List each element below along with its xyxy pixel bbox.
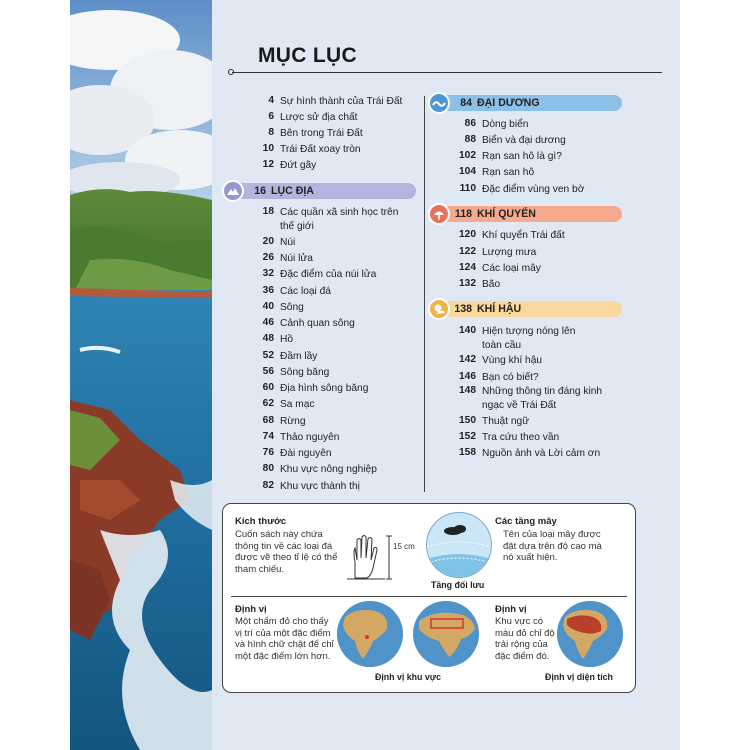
section-khi-hau[interactable]: 138 KHÍ HẬU bbox=[432, 301, 622, 317]
coastline-photo-image bbox=[70, 0, 212, 750]
point-locator-globe bbox=[337, 601, 403, 667]
locate-heading: Định vị bbox=[235, 604, 267, 615]
toc-entry[interactable]: 26 Núi lửa bbox=[262, 252, 313, 264]
toc-entry[interactable]: 158 Nguồn ảnh và Lời cảm ơn bbox=[459, 447, 601, 459]
cloud-heading: Các tầng mây bbox=[495, 516, 557, 527]
toc-entry[interactable]: 76 Đài nguyên bbox=[262, 447, 332, 459]
size-text: Cuốn sách này chứa thông tin về các loại đá được vẽ theo tỉ lệ có thể tham chiếu. bbox=[235, 529, 338, 575]
locate-caption: Định vị khu vực bbox=[375, 672, 442, 682]
toc-entry[interactable]: 62 Sa mạc bbox=[262, 398, 315, 410]
size-measure: 15 cm bbox=[393, 542, 415, 551]
toc-entry[interactable]: 74 Thảo nguyên bbox=[262, 431, 340, 443]
toc-entry[interactable]: 8 Bên trong Trái Đất bbox=[268, 127, 363, 139]
book-page bbox=[70, 0, 680, 750]
toc-entry[interactable]: 4 Sự hình thành của Trái Đất bbox=[268, 95, 403, 107]
toc-entry[interactable]: 110 Đặc điểm vùng ven bờ bbox=[459, 183, 585, 195]
page-title: MỤC LỤC bbox=[258, 44, 357, 67]
toc-entry[interactable]: 122 Lượng mưa bbox=[459, 246, 537, 258]
section-khi-quyen[interactable]: 118 KHÍ QUYỂN bbox=[432, 206, 622, 222]
toc-entry[interactable]: 86 Dòng biển bbox=[464, 118, 529, 130]
cloud-caption: Tầng đối lưu bbox=[431, 580, 485, 590]
toc-entry[interactable]: 148 Những thông tin đáng kinh ngạc về Trái Đất bbox=[459, 385, 603, 411]
toc-entry[interactable]: 18 Các quần xã sinh học trên thế giới bbox=[262, 206, 399, 232]
cloud-umbrella-icon bbox=[428, 203, 450, 225]
sun-cloud-icon bbox=[428, 298, 450, 320]
toc-entry[interactable]: 152 Tra cứu theo vần bbox=[459, 431, 560, 443]
toc-entry[interactable]: 146 Bạn có biết? bbox=[459, 371, 539, 383]
toc-entry[interactable]: 6 Lược sử địa chất bbox=[268, 111, 358, 123]
title-underline bbox=[232, 72, 662, 73]
area-locator-globe bbox=[557, 601, 623, 667]
cloud-text: Tên của loại mây được đặt dựa trên độ cao mà nó xuất hiện. bbox=[503, 529, 602, 563]
toc-entry[interactable]: 150 Thuật ngữ bbox=[459, 415, 530, 427]
toc-entry[interactable]: 48 Hồ bbox=[262, 333, 294, 345]
toc-entry[interactable]: 80 Khu vực nông nghiệp bbox=[262, 463, 377, 475]
region-locator-globe bbox=[413, 601, 479, 667]
toc-entry[interactable]: 46 Cảnh quan sông bbox=[262, 317, 355, 329]
toc-entry[interactable]: 60 Địa hình sông băng bbox=[262, 382, 369, 394]
section-luc-dia[interactable]: 16 LỤC ĐỊA bbox=[226, 183, 416, 199]
toc-entry[interactable]: 124 Các loại mây bbox=[459, 262, 541, 274]
toc-entry[interactable]: 52 Đầm lầy bbox=[262, 350, 318, 362]
area-text: Khu vực có màu đỏ chỉ độ trải rộng của đặc điểm đó. bbox=[495, 616, 555, 662]
toc-entry[interactable]: 142 Vùng khí hậu bbox=[459, 354, 543, 366]
toc-entry[interactable]: 10 Trái Đất xoay tròn bbox=[262, 143, 361, 155]
legend-divider bbox=[231, 596, 627, 597]
wave-icon bbox=[428, 92, 450, 114]
toc-entry[interactable]: 32 Đặc điểm của núi lửa bbox=[262, 268, 377, 280]
locate-text: Một chấm đỏ cho thấy vị trí của một đặc điểm và hình chữ chật để chỉ một đặc điểm lớn hơn. bbox=[235, 616, 334, 662]
toc-entry[interactable]: 56 Sông băng bbox=[262, 366, 330, 378]
toc-entry[interactable]: 40 Sông bbox=[262, 301, 304, 313]
area-heading: Định vị bbox=[495, 604, 527, 615]
toc-entry[interactable]: 20 Núi bbox=[262, 236, 296, 248]
toc-entry[interactable]: 36 Các loại đá bbox=[262, 285, 331, 297]
toc-entry[interactable]: 102 Rạn san hô là gì? bbox=[459, 150, 562, 162]
cloud-layer-globe bbox=[426, 512, 492, 578]
area-caption: Định vị diện tích bbox=[545, 672, 613, 682]
toc-entry[interactable]: 120 Khí quyển Trái đất bbox=[459, 229, 565, 241]
section-dai-duong[interactable]: 84 ĐẠI DƯƠNG bbox=[432, 95, 622, 111]
toc-entry[interactable]: 12 Đứt gãy bbox=[262, 159, 317, 171]
mountain-icon bbox=[222, 180, 244, 202]
toc-entry[interactable]: 104 Rạn san hô bbox=[459, 166, 535, 178]
toc-entry[interactable]: 140 Hiện tượng nóng lên toàn cầu bbox=[459, 325, 576, 351]
toc-entry[interactable]: 82 Khu vực thành thị bbox=[262, 480, 360, 492]
coastline-photo bbox=[70, 0, 212, 750]
toc-entry[interactable]: 132 Bão bbox=[459, 278, 501, 290]
toc-entry[interactable]: 68 Rừng bbox=[262, 415, 306, 427]
legend-box bbox=[222, 503, 636, 693]
toc-entry[interactable]: 88 Biển và đại dương bbox=[464, 134, 566, 146]
size-heading: Kích thước bbox=[235, 516, 287, 527]
